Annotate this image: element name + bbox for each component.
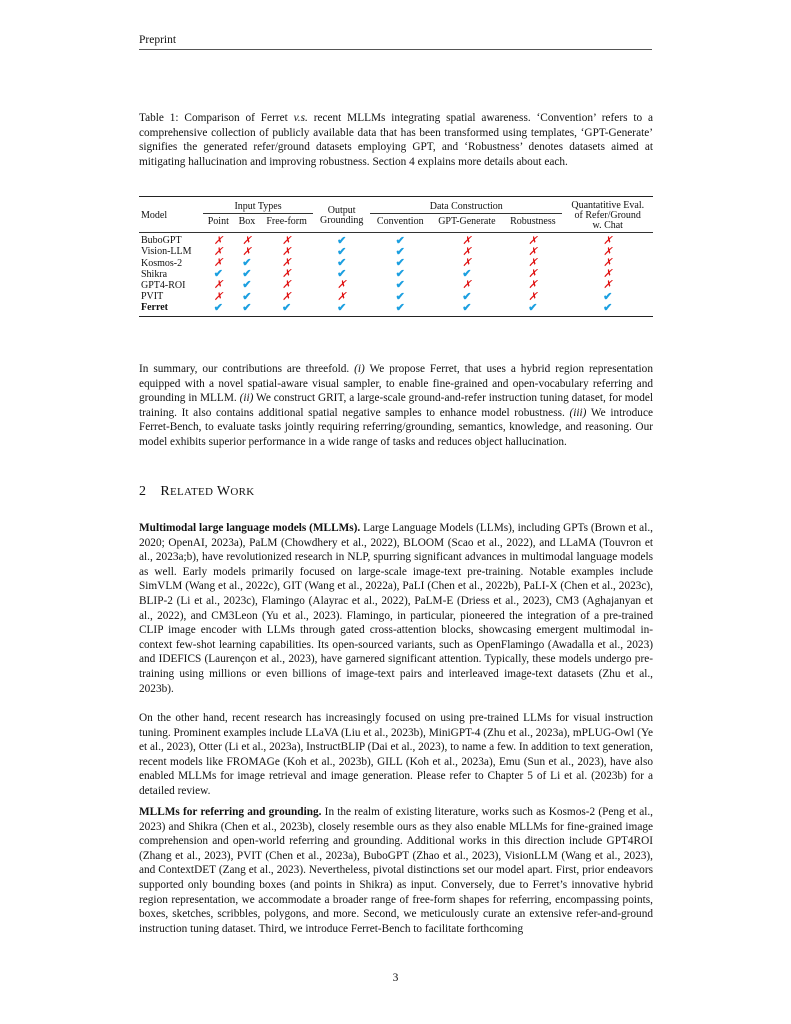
cross-icon: ✗	[462, 279, 472, 292]
checkmark-icon: ✔	[395, 257, 405, 270]
checkmark-icon: ✔	[242, 301, 252, 314]
cross-icon: ✗	[528, 257, 538, 270]
caption-prefix: Table 1: Comparison of Ferret	[139, 112, 294, 124]
header-point: Point	[207, 216, 229, 228]
grounding-paragraph: MLLMs for referring and grounding. In the realm of existing literature, works such as Kosmos-2 (Peng et al., 2023) and Shikra (Chen et al., 2023b), closely resemble ours as they also enable MLLMs for fine-grained image comprehension and open-world referring and grounding. Additional works in this direction include GPT4ROI (Zhang et al., 2023), PVIT (Chen et al., 2023a), BuboGPT (Zhao et al., 2023), VisionLLM (Wang et al., 2023), and ContextDET (Zang et al., 2023). Nevertheless, pivotal distinctions set our model apart. First, prior endeavors supported only bounding boxes (and points in Shikra) as input. Conversely, due to Ferret’s innovative hybrid region representation, we accommodate a broader range of free-form shapes for referring, encompassing points, boxes, sketches, scribbles, polygons, and more. Second, we meticulously curate an extensive refer-and-ground instruction tuning dataset. Third, we introduce Ferret-Bench to facilitate forthcoming	[139, 806, 654, 935]
table-body	[139, 232, 653, 316]
table-caption	[139, 111, 653, 169]
header-input-types: Input Types	[203, 197, 314, 214]
header-convention: Convention	[376, 216, 424, 228]
header-free-form: Free-form	[266, 216, 307, 228]
checkmark-icon: ✔	[242, 257, 252, 270]
cross-icon: ✗	[528, 268, 538, 281]
model-name: Kosmos-2	[141, 257, 183, 269]
cross-icon: ✗	[337, 290, 347, 303]
model-name: BuboGPT	[141, 235, 182, 247]
table-row	[139, 303, 653, 317]
cross-icon: ✗	[528, 234, 538, 247]
checkmark-icon: ✔	[395, 245, 405, 258]
section-number: 2	[139, 484, 147, 499]
checkmark-icon: ✔	[337, 245, 347, 258]
checkmark-icon: ✔	[603, 290, 613, 303]
cross-icon: ✗	[528, 245, 538, 258]
model-name: Shikra	[141, 268, 168, 280]
caption-vs: v.s.	[293, 112, 308, 124]
checkmark-icon: ✔	[395, 290, 405, 303]
comparison-table	[139, 196, 653, 317]
cross-icon: ✗	[462, 234, 472, 247]
cross-icon: ✗	[242, 245, 252, 258]
checkmark-icon: ✔	[213, 268, 223, 281]
header-robustness: Robustness	[510, 216, 556, 228]
cross-icon: ✗	[462, 257, 472, 270]
checkmark-icon: ✔	[395, 301, 405, 314]
header-model: Model	[141, 210, 168, 222]
header-output-grounding: Output Grounding	[320, 205, 364, 227]
cross-icon: ✗	[603, 279, 613, 292]
header-quantitative-eval: Quantatitive Eval. of Refer/Ground w. Chat	[571, 200, 645, 232]
cross-icon: ✗	[242, 234, 252, 247]
cross-icon: ✗	[213, 290, 223, 303]
checkmark-icon: ✔	[528, 301, 538, 314]
checkmark-icon: ✔	[462, 290, 472, 303]
cross-icon: ✗	[528, 290, 538, 303]
cross-icon: ✗	[337, 279, 347, 292]
instruction-tuning-paragraph: On the other hand, recent research has increasingly focused on using pre-trained LLMs for visual instruction tuning. Prominent examples include LLaVA (Liu et al., 2023b), MiniGPT-4 (Zhu et al., 2023a), mPLUG-Owl (Ye et al., 2023), Otter (Li et al., 2023a), InstructBLIP (Dai et al., 2023), to name a few. In addition to text generation, recent models like FROMAGe (Koh et al., 2023b), GILL (Koh et al., 2023a), Emu (Sun et al., 2023), have also enabled MLLMs for image retrieval and image generation. Please refer to Chapter 5 of Li et al. (2023b) for a detailed review.	[139, 712, 653, 797]
cross-icon: ✗	[213, 257, 223, 270]
model-name: GPT4-ROI	[141, 279, 186, 291]
checkmark-icon: ✔	[395, 268, 405, 281]
cross-icon: ✗	[603, 257, 613, 270]
checkmark-icon: ✔	[462, 301, 472, 314]
model-name: Vision-LLM	[141, 246, 192, 258]
page-number: 3	[392, 972, 399, 984]
checkmark-icon: ✔	[242, 268, 252, 281]
cross-icon: ✗	[282, 268, 292, 281]
checkmark-icon: ✔	[395, 279, 405, 292]
cross-icon: ✗	[282, 257, 292, 270]
cross-icon: ✗	[282, 234, 292, 247]
caption-rest: recent MLLMs integrating spatial awareness. ‘Convention’ refers to a comprehensive collection of publicly available data that has been transformed using templates, ‘GPT-Generate’ signifies the generated refer/ground datasets employing GPT, and ‘Robustness’ denotes datasets aimed at mitigating hallucination and improving robustness. Section 4 explains more details about each.	[139, 112, 653, 168]
cross-icon: ✗	[462, 245, 472, 258]
cross-icon: ✗	[213, 245, 223, 258]
checkmark-icon: ✔	[462, 268, 472, 281]
checkmark-icon: ✔	[242, 290, 252, 303]
cross-icon: ✗	[213, 234, 223, 247]
section-heading: 2 RELATED WORK	[139, 484, 255, 499]
cross-icon: ✗	[603, 245, 613, 258]
cross-icon: ✗	[603, 268, 613, 281]
checkmark-icon: ✔	[395, 234, 405, 247]
checkmark-icon: ✔	[337, 257, 347, 270]
checkmark-icon: ✔	[337, 301, 347, 314]
cross-icon: ✗	[528, 279, 538, 292]
model-name: Ferret	[141, 302, 169, 314]
header-gpt-generate: GPT-Generate	[438, 216, 496, 228]
checkmark-icon: ✔	[337, 234, 347, 247]
checkmark-icon: ✔	[337, 268, 347, 281]
checkmark-icon: ✔	[282, 301, 292, 314]
cross-icon: ✗	[282, 279, 292, 292]
summary-paragraph: In summary, our contributions are threefold. (i) We propose Ferret, that uses a hybrid region representation equipped with a novel spatial-aware visual sampler, to enable fine-grained and open-vocabulary referring and grounding in MLLM. (ii) We construct GRIT, a large-scale ground-and-refer instruction tuning dataset, for model training. It also contains additional spatial negative samples to enhance model robustness. (iii) We introduce Ferret-Bench, to evaluate tasks jointly requiring referring/grounding, semantics, knowledge, and reasoning. Our model exhibits superior performance in a wide range of tasks and reduces object hallucination.	[139, 363, 653, 448]
mllm-paragraph-heading: Multimodal large language models (MLLMs).	[139, 522, 361, 534]
grounding-paragraph-heading: MLLMs for referring and grounding.	[139, 806, 322, 818]
cross-icon: ✗	[282, 245, 292, 258]
header-data-construction: Data Construction	[370, 197, 562, 214]
checkmark-icon: ✔	[242, 279, 252, 292]
mllm-paragraph: Multimodal large language models (MLLMs). Large Language Models (LLMs), including GPTs (Brown et al., 2020; OpenAI, 2023a), PaLM (Chowdhery et al., 2022), BLOOM (Scao et al., 2022), and LLaMA (Touvron et al., 2023a;b), have revolutionized research in NLP, spurring significant advances in multimodal language models as well. Early models primarily focused on large-scale image-text pre-training. Notable examples include SimVLM (Wang et al., 2022c), GIT (Wang et al., 2022a), PaLI (Chen et al., 2022b), PaLI-X (Chen et al., 2023c), BLIP-2 (Li et al., 2023c), Flamingo (Alayrac et al., 2022), PaLM-E (Driess et al., 2023), CM3 (Aghajanyan et al., 2022), and CM3Leon (Yu et al., 2023). Flamingo, in particular, pioneered the integration of a pre-trained CLIP image encoder with LLMs through gated cross-attention blocks, showcasing emergent multimodal in-context few-shot learning capabilities. Its open-sourced variants, such as OpenFlamingo (Awadalla et al., 2023) and IDEFICS (Laurençon et al., 2023), have garnered significant attention. Typically, these models undergo pre-training using millions or even billions of image-text pairs and interleaved image-text datasets (Zhu et al., 2023b).	[139, 522, 653, 695]
running-header: Preprint	[139, 34, 652, 50]
model-name: PVIT	[141, 291, 164, 303]
cross-icon: ✗	[213, 279, 223, 292]
cross-icon: ✗	[282, 290, 292, 303]
table-row	[139, 232, 653, 247]
checkmark-icon: ✔	[213, 301, 223, 314]
header-box: Box	[238, 216, 256, 228]
cross-icon: ✗	[603, 234, 613, 247]
checkmark-icon: ✔	[603, 301, 613, 314]
